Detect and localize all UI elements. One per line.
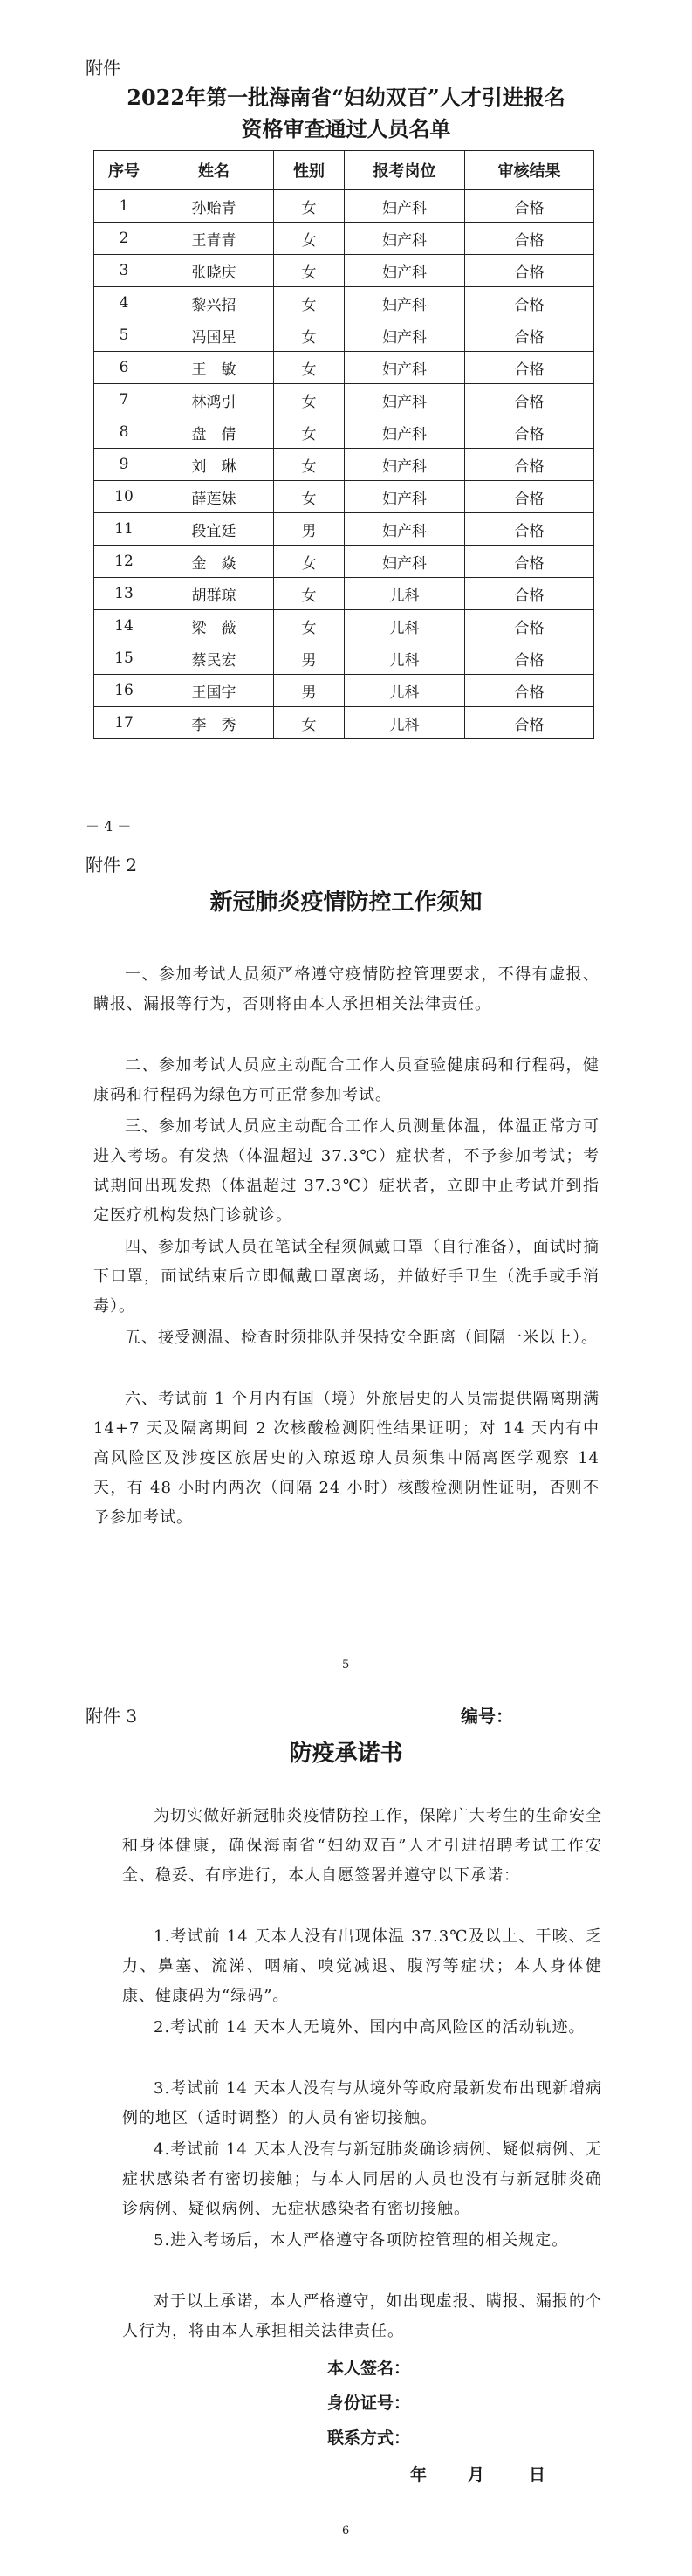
table-cell: 合格 [465,707,594,739]
table-row [94,546,594,578]
annex-label: 附件 [86,58,120,79]
table-header-row [94,151,594,190]
table-cell: 10 [94,481,154,513]
pledge-item: 2.考试前 14 天本人无境外、国内中高风险区的活动轨迹。 [154,2018,586,2037]
table-cell: 蔡民宏 [154,642,274,675]
table-cell: 妇产科 [345,223,465,255]
table-cell: 男 [274,675,345,707]
table-row [94,384,594,416]
paragraph: 四、参加考试人员在笔试全程须佩戴口罩（自行准备），面试时摘下口罩，面试结束后立即佩戴口罩离场，并做好手卫生（洗手或手消毒）。 [93,1238,600,1315]
roster-table [93,150,594,739]
table-row [94,610,594,642]
table-cell: 女 [274,578,345,610]
table-cell: 妇产科 [345,481,465,513]
page-number: 6 [342,2524,350,2538]
contact-label: 联系方式： [327,2428,411,2448]
table-cell: 合格 [465,449,594,481]
table-row [94,287,594,319]
table-cell: 妇产科 [345,384,465,416]
table-row [94,352,594,384]
table-cell: 合格 [465,352,594,384]
table-cell: 6 [94,352,154,384]
table-cell: 女 [274,610,345,642]
table-cell: 王青青 [154,223,274,255]
table-cell: 段宜廷 [154,513,274,546]
table-cell: 妇产科 [345,546,465,578]
table-cell: 妇产科 [345,352,465,384]
table-row [94,513,594,546]
table-row [94,642,594,675]
table-cell: 黎兴招 [154,287,274,319]
table-cell: 合格 [465,223,594,255]
table-cell: 儿科 [345,675,465,707]
table-cell: 16 [94,675,154,707]
table-cell: 妇产科 [345,255,465,287]
table-cell: 张晓庆 [154,255,274,287]
table-cell: 女 [274,223,345,255]
page-title: 2022年第一批海南省“妇幼双百”人才引进报名 [127,85,565,110]
pledge-item: 5.进入考场后，本人严格遵守各项防控管理的相关规定。 [154,2231,569,2250]
table-row [94,416,594,449]
paragraph: 五、接受测温、检查时须排队并保持安全距离（间隔一米以上）。 [125,1329,598,1347]
table-cell: 妇产科 [345,513,465,546]
table-cell: 合格 [465,513,594,546]
table-cell: 林鸿引 [154,384,274,416]
table-cell: 女 [274,287,345,319]
document-number-label: 编号： [461,1706,513,1727]
table-cell: 合格 [465,578,594,610]
table-cell: 王国宇 [154,675,274,707]
table-cell: 女 [274,546,345,578]
table-cell: 女 [274,384,345,416]
table-row [94,223,594,255]
table-row [94,255,594,287]
column-header: 报考岗位 [345,151,465,190]
table-cell: 儿科 [345,610,465,642]
table-body [94,190,594,739]
paragraph: 一、参加考试人员须严格遵守疫情防控管理要求，不得有虚报、瞒报、漏报等行为，否则将由本人承担相关法律责任。 [93,965,600,1013]
table-cell: 王 敏 [154,352,274,384]
table-cell: 12 [94,546,154,578]
table-cell: 薛莲妹 [154,481,274,513]
table-cell: 女 [274,416,345,449]
paragraph: 二、参加考试人员应主动配合工作人员查验健康码和行程码，健康码和行程码为绿色方可正常参加考试。 [93,1056,600,1104]
table-cell: 妇产科 [345,449,465,481]
table-row [94,319,594,352]
table-cell: 男 [274,642,345,675]
date-year-label: 年 [410,2465,428,2484]
table-row [94,578,594,610]
table-row [94,481,594,513]
table-cell: 冯国星 [154,319,274,352]
annex-label: 附件 3 [86,1706,138,1727]
table-cell: 女 [274,352,345,384]
intro-paragraph: 为切实做好新冠肺炎疫情防控工作，保障广大考生的生命安全和身体健康，确保海南省“妇幼双百”人才引进招聘考试工作安全、稳妥、有序进行，本人自愿签署并遵守以下承诺： [122,1807,602,1885]
table-cell: 儿科 [345,578,465,610]
table-cell: 合格 [465,675,594,707]
date-day-label: 日 [529,2465,546,2484]
table-cell: 合格 [465,481,594,513]
page-number: 5 [342,1659,350,1672]
table-cell: 儿科 [345,642,465,675]
table-cell: 李 秀 [154,707,274,739]
table-cell: 合格 [465,319,594,352]
table-row [94,675,594,707]
table-cell: 妇产科 [345,287,465,319]
page-subtitle: 资格审查通过人员名单 [241,116,451,141]
table-cell: 妇产科 [345,416,465,449]
closing-paragraph: 对于以上承诺，本人严格遵守，如出现虚报、瞒报、漏报的个人行为，将由本人承担相关法律责任。 [122,2292,602,2340]
table-cell: 9 [94,449,154,481]
paragraph: 六、考试前 1 个月内有国（境）外旅居史的人员需提供隔离期满 14+7 天及隔离期间 2 次核酸检测阴性结果证明；对 14 天内有中高风险区及涉疫区旅居史的入琼返琼人员须集中隔离医学观察 14 天，有 48 小时内两次（间隔 24 小时）核酸检测阴性证明，否则不予参加考试。 [93,1390,600,1527]
column-header: 姓名 [154,151,274,190]
annex-label: 附件 2 [86,855,138,876]
column-header: 性别 [274,151,345,190]
table-cell: 4 [94,287,154,319]
table-cell: 14 [94,610,154,642]
table-cell: 13 [94,578,154,610]
table-cell: 孙贻青 [154,190,274,223]
section-title: 新冠肺炎疫情防控工作须知 [209,890,483,916]
table-cell: 梁 薇 [154,610,274,642]
table-cell: 1 [94,190,154,223]
table-cell: 女 [274,449,345,481]
table-cell: 合格 [465,255,594,287]
pledge-item: 4.考试前 14 天本人没有与新冠肺炎确诊病例、疑似病例、无症状感染者有密切接触；与本人同居的人员也没有与新冠肺炎确诊病例、疑似病例、无症状感染者有密切接触。 [122,2140,602,2218]
paragraph: 三、参加考试人员应主动配合工作人员测量体温，体温正常方可进入考场。有发热（体温超过 37.3℃）症状者，不予参加考试；考试期间出现发热（体温超过 37.3℃）症状者，立即中止考试并到指定医疗机构发热门诊就诊。 [93,1117,600,1225]
table-cell: 2 [94,223,154,255]
table-cell: 合格 [465,287,594,319]
column-header: 审核结果 [465,151,594,190]
table-cell: 妇产科 [345,190,465,223]
table-row [94,707,594,739]
table-cell: 女 [274,707,345,739]
table-cell: 合格 [465,416,594,449]
table-cell: 合格 [465,610,594,642]
signature-label: 本人签名： [327,2359,411,2378]
table-cell: 盘 倩 [154,416,274,449]
table-cell: 7 [94,384,154,416]
table-cell: 女 [274,190,345,223]
table-cell: 刘 琳 [154,449,274,481]
table-cell: 合格 [465,190,594,223]
table-cell: 5 [94,319,154,352]
table-cell: 合格 [465,642,594,675]
table-row [94,190,594,223]
table-cell: 儿科 [345,707,465,739]
table-cell: 15 [94,642,154,675]
table-cell: 女 [274,255,345,287]
table-cell: 金 焱 [154,546,274,578]
table-cell: 胡群琼 [154,578,274,610]
table-cell: 女 [274,319,345,352]
table-cell: 合格 [465,546,594,578]
table-cell: 合格 [465,384,594,416]
page-number: － 4 － [86,818,132,835]
pledge-item: 3.考试前 14 天本人没有与从境外等政府最新发布出现新增病例的地区（适时调整）的人员有密切接触。 [122,2079,602,2127]
id-number-label: 身份证号： [327,2394,411,2413]
table-cell: 女 [274,481,345,513]
table-cell: 3 [94,255,154,287]
table-cell: 8 [94,416,154,449]
table-cell: 11 [94,513,154,546]
column-header: 序号 [94,151,154,190]
table-cell: 妇产科 [345,319,465,352]
date-month-label: 月 [468,2465,485,2484]
section-title: 防疫承诺书 [289,1741,403,1767]
table-cell: 男 [274,513,345,546]
table-row [94,449,594,481]
table-cell: 17 [94,707,154,739]
pledge-item: 1.考试前 14 天本人没有出现体温 37.3℃及以上、干咳、乏力、鼻塞、流涕、咽痛、嗅觉减退、腹泻等症状；本人身体健康、健康码为“绿码”。 [122,1927,602,2005]
